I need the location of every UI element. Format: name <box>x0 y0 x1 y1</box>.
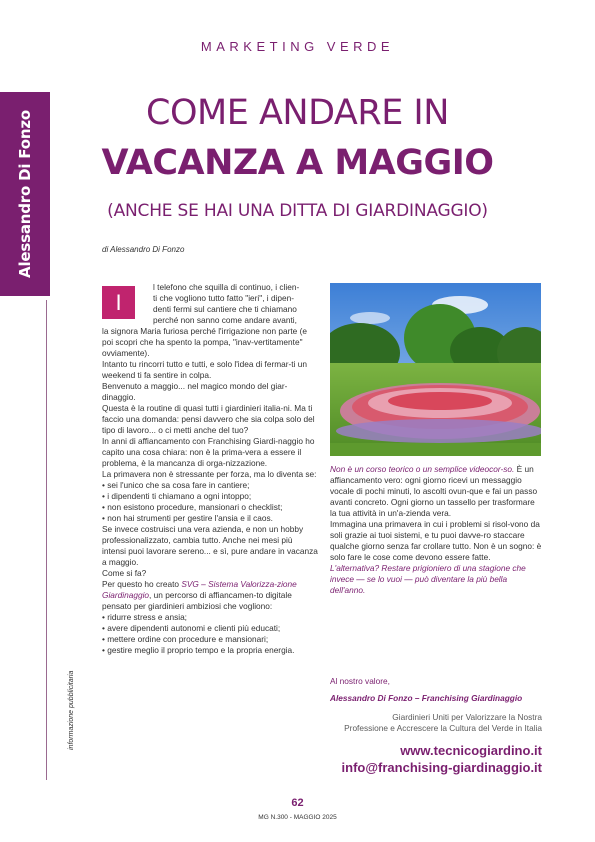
byline: di Alessandro Di Fonzo <box>102 245 185 254</box>
association-line-2: Professione e Accrescere la Cultura del Verde in Italia <box>344 723 542 733</box>
paragraph <box>102 579 318 612</box>
paragraph: la signora Maria furiosa perché l'irrigazione non parte (e poi scopri che ha spento la pompa, "inav-vertitamente" ovviamente). <box>102 326 307 358</box>
list-item: • ridurre stress e ansia; <box>102 612 187 622</box>
side-divider <box>46 300 47 780</box>
title-line-2: VACANZA A MAGGIO <box>101 143 494 183</box>
greeting: Al nostro valore, <box>330 676 390 686</box>
author-tab-label: Alessandro Di Fonzo <box>16 110 35 278</box>
paragraph: La primavera non è stressante per forza, ma lo diventa se: <box>102 469 317 479</box>
drop-cap: I <box>102 286 135 319</box>
list-item: • non esistono procedure, mansionari o checklist; <box>102 502 283 512</box>
page-number: 62 <box>291 797 304 809</box>
paragraph-line: denti fermi sul cantiere che ti chiamano <box>153 304 297 314</box>
side-note: informazione pubblicitaria <box>68 670 75 750</box>
paragraph-text: È un affiancamento vero: ogni giorno ricevi un messaggio vocale di pochi minuti, lo ascolti ovun-que e fai un passo avanti concreto. Ogni giorno un tassello per trasformare la tua attività in un'a-zienda vera. <box>330 464 538 518</box>
website-link[interactable]: www.tecnicogiardino.it <box>400 743 542 758</box>
paragraph-line: perché non sanno come andare avanti, <box>153 315 297 325</box>
section-label: MARKETING VERDE <box>200 39 395 54</box>
association-line-1: Giardinieri Uniti per Valorizzare la Nostra <box>392 712 542 722</box>
list-item: • gestire meglio il proprio tempo e la propria energia. <box>102 645 295 655</box>
paragraph <box>330 464 542 519</box>
garden-photo-image <box>330 283 541 456</box>
right-column <box>330 464 542 596</box>
list-item: • sei l'unico che sa cosa fare in cantiere; <box>102 480 250 490</box>
issue-label: MG N.300 - MAGGIO 2025 <box>258 814 337 821</box>
paragraph: Immagina una primavera in cui i problemi si risol-vono da soli grazie ai tuoi sistemi, e tu puoi davve-ro staccare qualche giorno senza far crollare tutto. Non è un sogno: è solo fare le cose come devono essere fatte. <box>330 519 542 562</box>
program-name-link: SVG – Sistema Valorizza-zione Giardinaggio <box>102 579 297 600</box>
paragraph-text: Per questo ho creato <box>102 579 182 589</box>
paragraph-line: l telefono che squilla di continuo, i clien- <box>153 282 300 292</box>
paragraph-text: , un percorso di affiancamen-to digitale pensato per giardinieri ambiziosi che vogliono: <box>102 590 292 611</box>
list-item: • non hai strumenti per gestire l'ansia e il caos. <box>102 513 273 523</box>
contact-block <box>330 676 542 776</box>
paragraph: In anni di affiancamento con Franchising Giardi-naggio ho capito una cosa chiara: non è la prima-vera a essere il problema, è la mancanza di orga-nizzazione. <box>102 436 315 468</box>
signature: Alessandro Di Fonzo – Franchising Giardinaggio <box>330 693 523 703</box>
email-link[interactable]: info@franchising-giardinaggio.it <box>341 760 542 775</box>
list-item: • avere dipendenti autonomi e clienti più educati; <box>102 623 281 633</box>
subtitle: (ANCHE SE HAI UNA DITTA DI GIARDINAGGIO) <box>107 201 488 221</box>
closing-paragraph: L'alternativa? Restare prigioniero di una stagione che invece — se lo vuoi — può diventare la più bella dell'anno. <box>330 563 526 595</box>
title-line-1: COME ANDARE IN <box>146 93 449 133</box>
garden-photo <box>330 283 541 456</box>
paragraph: Se invece costruisci una vera azienda, e non un hobby professionalizzato, cambia tutto. Anche nei mesi più intensi puoi lavorare sereno... e sì, pure andare in vacanza a maggio. <box>102 524 318 567</box>
paragraph-line: ti che vogliono tutto fatto "ieri", i dipen- <box>153 293 295 303</box>
paragraph: Come si fa? <box>102 568 147 578</box>
paragraph: Intanto tu rincorri tutto e tutti, e solo l'idea di fermar-ti un weekend ti fa sentire in colpa. <box>102 359 307 380</box>
list-item: • i dipendenti ti chiamano a ogni intoppo; <box>102 491 252 501</box>
paragraph: Questa è la routine di quasi tutti i giardinieri italia-ni. Ma ti faccio una domanda: pensi davvero che sia colpa solo del tipo di lavoro... o ci metti anche del tuo? <box>102 403 315 435</box>
emphasis-text: Non è un corso teorico o un semplice videocor-so. <box>330 464 515 474</box>
list-item: • mettere ordine con procedure e mansionari; <box>102 634 269 644</box>
paragraph: Benvenuto a maggio... nel magico mondo del giar-dinaggio. <box>102 381 288 402</box>
left-column <box>102 282 318 656</box>
